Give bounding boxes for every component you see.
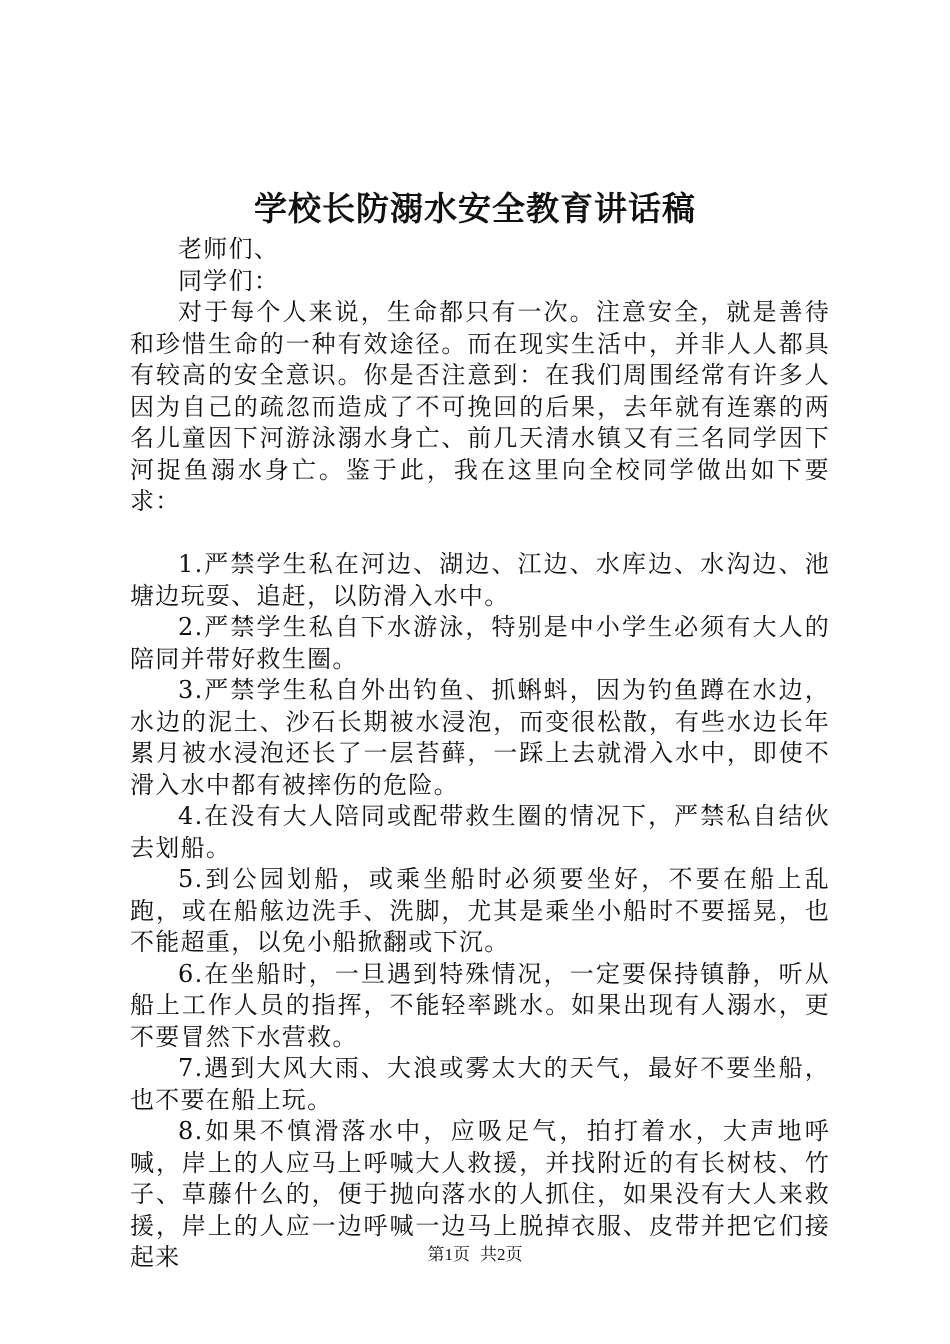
- rule-paragraph-3: 3.严禁学生私自外出钓鱼、抓蝌蚪，因为钓鱼蹲在水边，水边的泥土、沙石长期被水浸泡，而变很松散，有些水边长年累月被水浸泡还长了一层苔藓，一踩上去就滑入水中，即使不滑入水中都有被摔伤的危险。: [130, 676, 830, 799]
- page-number: 第1页: [427, 1245, 470, 1264]
- page-footer: [0, 1244, 950, 1266]
- intro-paragraph: 对于每个人来说，生命都只有一次。注意安全，就是善待和珍惜生命的一种有效途径。而在现实生活中，并非人人都具有较高的安全意识。你是否注意到：在我们周围经常有许多人因为自己的疏忽而造成了不可挽回的后果，去年就有连寨的两名儿童因下河游泳溺水身亡、前几天清水镇又有三名同学因下河捉鱼溺水身亡。鉴于此，我在这里向全校同学做出如下要求：: [130, 298, 830, 515]
- rule-paragraph-5: 5.到公园划船，或乘坐船时必须要坐好，不要在船上乱跑，或在船舷边洗手、洗脚，尤其是乘坐小船时不要摇晃，也不能超重，以免小船掀翻或下沉。: [130, 865, 830, 956]
- rule-paragraph-7: 7.遇到大风大雨、大浪或雾太大的天气，最好不要坐船，也不要在船上玩。: [130, 1054, 830, 1114]
- rule-paragraph-1: 1.严禁学生私在河边、湖边、江边、水库边、水沟边、池塘边玩耍、追赶，以防滑入水中。: [130, 550, 830, 610]
- paragraph-spacer: [130, 518, 830, 550]
- rule-paragraph-2: 2.严禁学生私自下水游泳，特别是中小学生必须有大人的陪同并带好救生圈。: [130, 613, 830, 673]
- greeting-line: 老师们、: [178, 235, 280, 263]
- rule-paragraph-6: 6.在坐船时，一旦遇到特殊情况，一定要保持镇静，听从船上工作人员的指挥，不能轻率跳水。如果出现有人溺水，更不要冒然下水营救。: [130, 959, 830, 1051]
- rule-paragraph-4: 4.在没有大人陪同或配带救生圈的情况下，严禁私自结伙去划船。: [130, 802, 830, 862]
- greeting-line: 同学们：: [178, 266, 280, 295]
- document-body: [130, 234, 830, 1274]
- document-title: 学校长防溺水安全教育讲话稿: [254, 189, 696, 228]
- page-total: 共2页: [480, 1245, 523, 1264]
- rule-paragraph-8: 8.如果不慎滑落水中，应吸足气，拍打着水，大声地呼喊，岸上的人应马上呼喊大人救援，并找附近的有长树枝、竹子、草藤什么的，便于抛向落水的人抓住，如果没有大人来救援，岸上的人应一边呼喊一边马上脱掉衣服、皮带并把它们接起来: [130, 1117, 830, 1271]
